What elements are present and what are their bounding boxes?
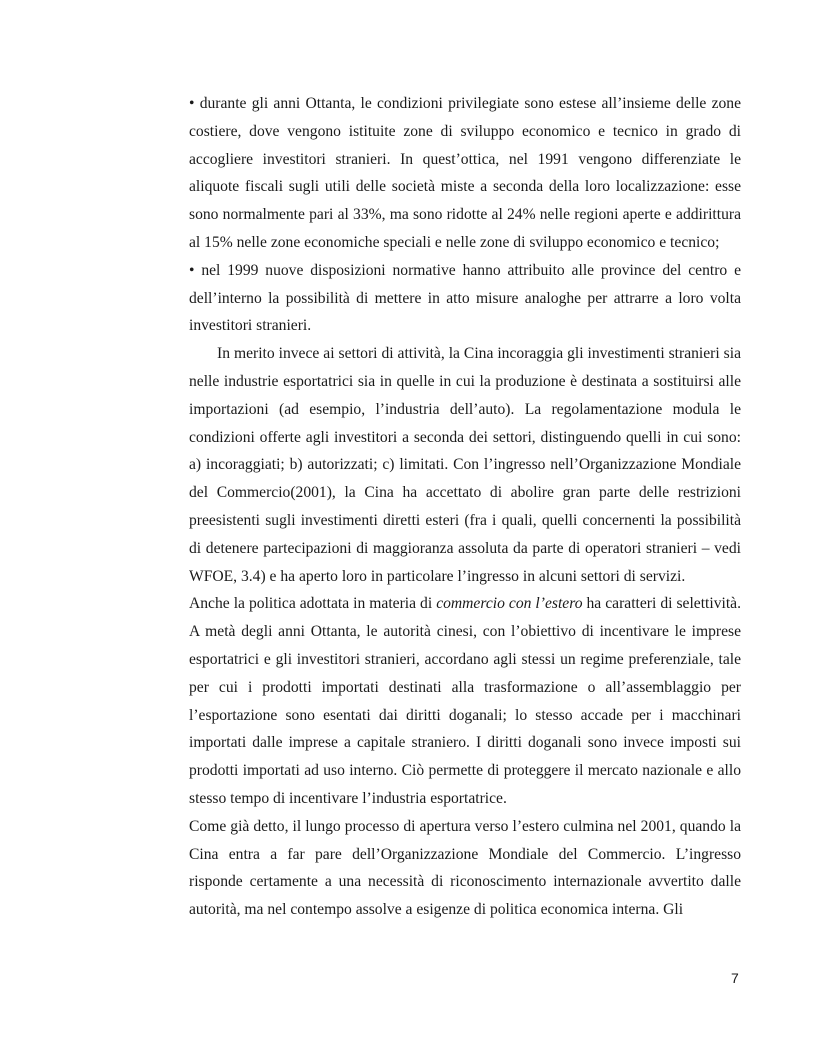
paragraph-foreign-trade <box>189 590 741 812</box>
paragraph-foreign-trade-end: ha caratteri di selettività. A metà degli anni Ottanta, le autorità cinesi, con l’obiettivo di incentivare le imprese esportatrici e gli investitori stranieri, accordano agli stessi un regime preferenziale, tale per cui i prodotti importati destinati alla trasformazione o all’assemblaggio per l’esportazione sono esentati dai diritti doganali; lo stesso accade per i macchinari importati dalle imprese a capitale straniero. I diritti doganali sono invece imposti sui prodotti importati ad uso interno. Ciò permette di proteggere il mercato nazionale e allo stesso tempo di incentivare l’industria esportatrice. <box>189 595 741 807</box>
paragraph-wto-entry: Come già detto, il lungo processo di apertura verso l’estero culmina nel 2001, quando la Cina entra a far pare dell’Organizzazione Mondiale del Commercio. L’ingresso risponde certamente a una necessità di riconoscimento internazionale avvertito dalle autorità, ma nel contempo assolve a esigenze di politica economica interna. Gli <box>189 817 741 919</box>
body-text <box>189 90 741 924</box>
paragraph-inland-provinces: • nel 1999 nuove disposizioni normative hanno attribuito alle province del centro e dell’interno la possibilità di mettere in atto misure analoghe per attrarre a loro volta investitori stranieri. <box>189 261 741 335</box>
page-number: 7 <box>731 970 739 986</box>
paragraph-sectors: In merito invece ai settori di attività, la Cina incoraggia gli investimenti stranieri sia nelle industrie esportatrici sia in quelle in cui la produzione è destinata a sostituirsi alle importazioni (ad esempio, l’industria dell’auto). La regolamentazione modula le condizioni offerte agli investitori a seconda dei settori, distinguendo quelli in cui sono: a) incoraggiati; b) autorizzati; c) limitati. Con l’ingresso nell’Organizzazione Mondiale del Commercio(2001), la Cina ha accettato di abolire gran parte delle restrizioni preesistenti sugli investimenti diretti esteri (fra i quali, quelli concernenti la possibilità di detenere partecipazioni di maggioranza assoluta da parte di operatori stranieri – vedi WFOE, 3.4) e ha aperto loro in particolare l’ingresso in alcuni settori di servizi. <box>189 345 741 585</box>
paragraph-coastal-zones: • durante gli anni Ottanta, le condizioni privilegiate sono estese all’insieme delle zone costiere, dove vengono istituite zone di sviluppo economico e tecnico in grado di accogliere investitori stranieri. In quest’ottica, nel 1991 vengono differenziate le aliquote fiscali sugli utili delle società miste a seconda della loro localizzazione: esse sono normalmente pari al 33%, ma sono ridotte al 24% nelle regioni aperte e addirittura al 15% nelle zone economiche speciali e nelle zone di sviluppo economico e tecnico; <box>189 95 741 251</box>
emphasis-foreign-trade: commercio con l’estero <box>436 595 583 613</box>
paragraph-foreign-trade-start: Anche la politica adottata in materia di <box>189 595 437 613</box>
